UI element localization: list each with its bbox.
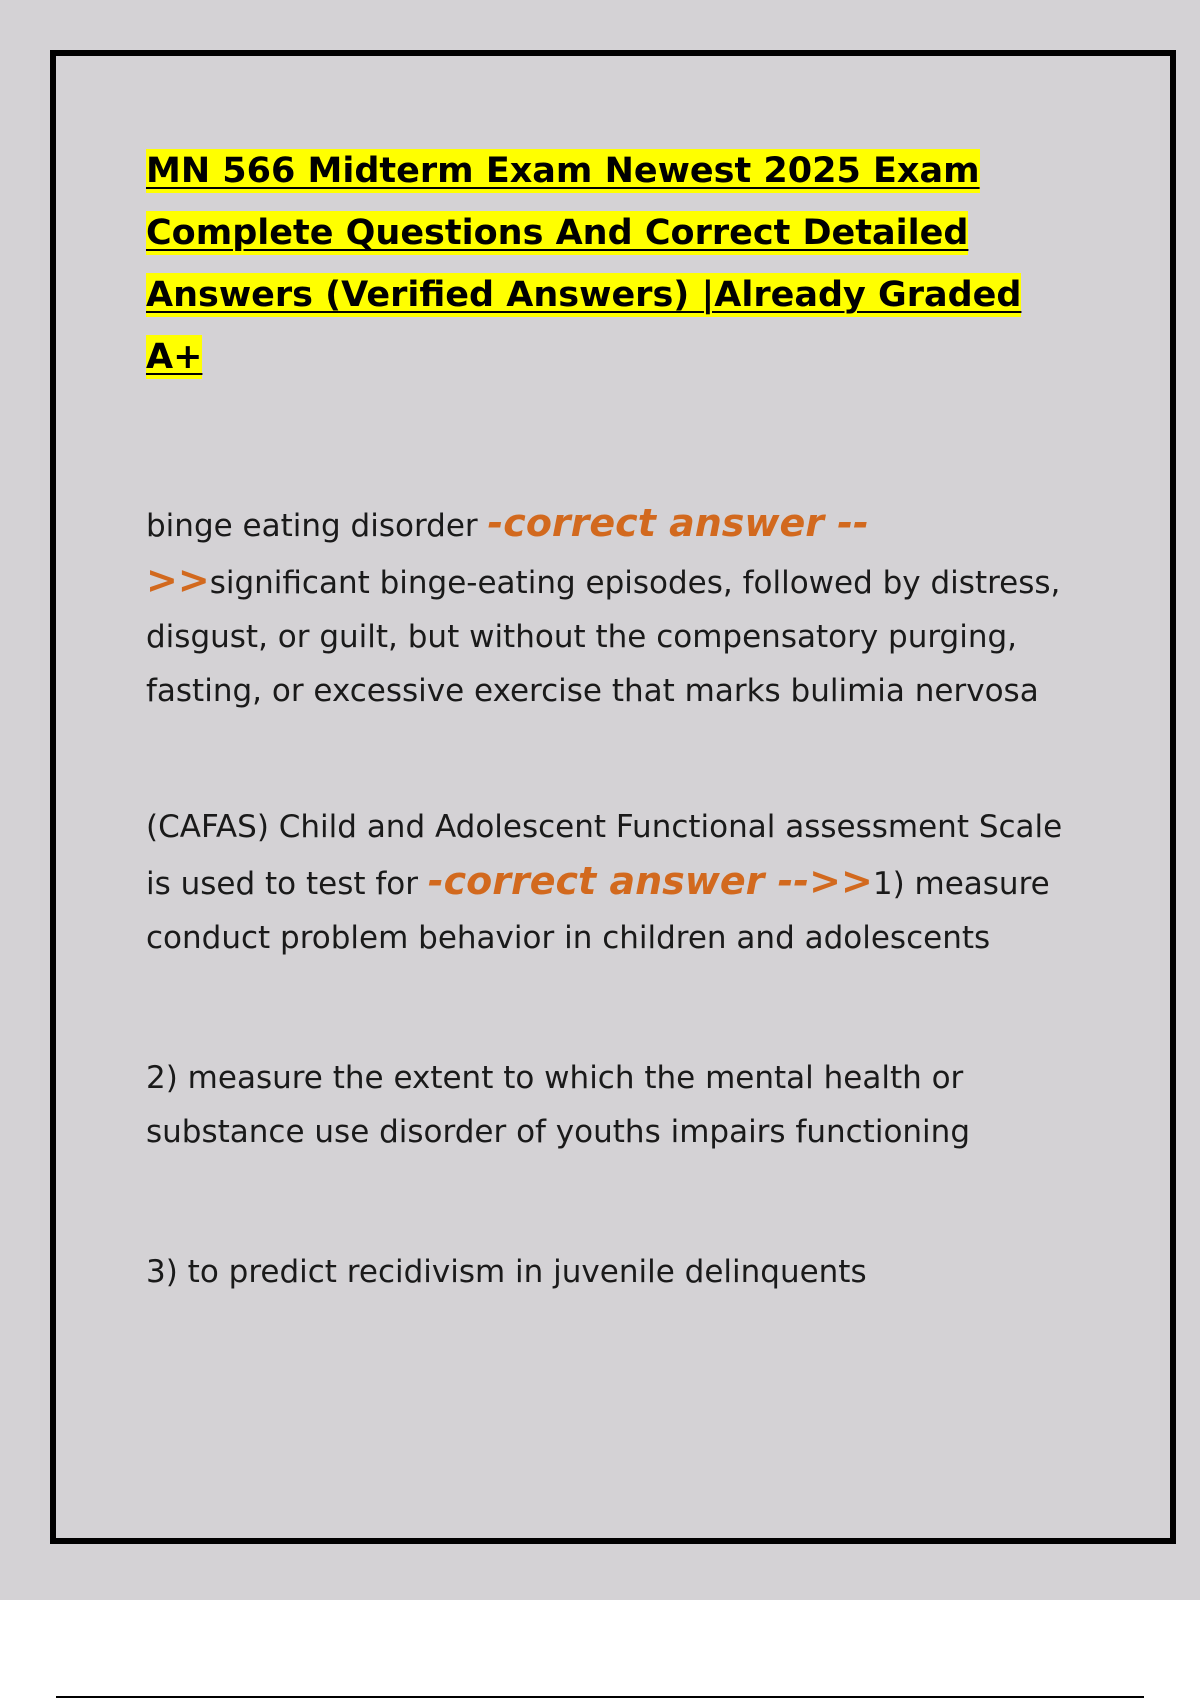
question-term: binge eating disorder — [146, 508, 488, 544]
answer-continuation-3: 3) to predict recidivism in juvenile delinquents — [146, 1254, 867, 1290]
answer-continuation-2: 2) measure the extent to which the mental health or substance use disorder of youths impairs functioning — [146, 1060, 970, 1150]
qa-item-binge-eating — [146, 496, 1086, 718]
qa-item-cafas — [146, 800, 1086, 965]
correct-answer-marker: -correct answer -->> — [146, 501, 869, 602]
document-title — [146, 140, 1086, 388]
document-content — [146, 140, 1086, 1299]
footer-divider — [56, 1696, 1144, 1698]
correct-answer-marker: -correct answer -->> — [427, 859, 873, 903]
answer-text: 1) measure conduct problem behavior in children and adolescents — [146, 866, 1050, 956]
title-highlight: MN 566 Midterm Exam Newest 2025 Exam Complete Questions And Correct Detailed Answers (Verified Answers) |Already Graded A+ — [146, 151, 1022, 377]
answer-text: significant binge-eating episodes, followed by distress, disgust, or guilt, but without the compensatory purging, fasting, or excessive exercise that marks bulimia nervosa — [146, 565, 1061, 709]
question-term: (CAFAS) Child and Adolescent Functional assessment Scale is used to test for — [146, 809, 1063, 902]
